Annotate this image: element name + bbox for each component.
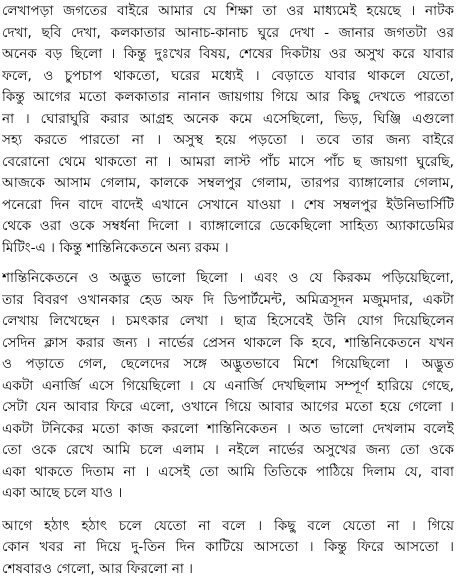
text-line: অনেক বড় ছিলো । কিন্তু দুঃখের বিষয়, শেষের দিকটায় ওর অসুখ করে যাবার <box>2 44 454 66</box>
text-line: সেদিন ক্লাস করার জন্য । নার্ভের প্রেসন থাকলে কি হবে, শান্তিনিকেতনে যখন <box>2 333 454 355</box>
text-line: লেখায় লিখেছেন । চমৎকার লেখা । ছাত্র হিসেবেই উনি যোগ দিয়েছিলেন <box>2 311 454 333</box>
paragraph-spacer <box>2 259 454 268</box>
text-line: একা আছে চলে যাও । <box>2 483 454 505</box>
text-line: একটা এনার্জি এসে গিয়েছিলো । যে এনার্জি দেখছিলাম সম্পূর্ণ হারিয়ে গেছে, <box>2 376 454 398</box>
paragraph-1 <box>2 1 454 259</box>
text-line: ফলে, ও চুপচাপ থাকতো, ঘরের মধ্যেই । বেড়াতে যাবার থাকলে যেতো, <box>2 66 454 88</box>
paragraph-spacer <box>2 505 454 516</box>
text-line: লেখাপড়া জগতের বাইরে আমার যে শিক্ষা তা ওর মাধ্যমেই হয়েছে । নাটক <box>2 1 454 23</box>
text-line: পনেরো দিন বাদে বাদেই এখানে সেখানে যাওয়া । শেষ সম্বলপুর ইউনিভার্সিটি <box>2 195 454 217</box>
text-line: সেটা যেন আবার ফিরে এলো, ওখানে গিয়ে আবার আগের মতো হয়ে গেলো । <box>2 397 454 419</box>
paragraph-3 <box>2 516 454 580</box>
text-line: বেরোনো থেমে থাকতো না । আমরা লাস্ট পাঁচ মাসে পাঁচ ছ জায়গা ঘুরেছি, <box>2 152 454 174</box>
text-line: দেখা, ছবি দেখা, কলকাতার আনাচ-কানাচ ঘুরে দেখা - জানার জগতটা ওর <box>2 23 454 45</box>
text-line: সহ্য করতে পারতো না । অসুস্থ হয়ে পড়তো । তবে তার জন্য বাইরে <box>2 130 454 152</box>
text-line: তার বিবরণ ওখানকার হেড অফ দি ডিপার্টমেন্ট, অমিত্রসূদন মজুমদার, একটা <box>2 290 454 312</box>
text-line: না । ঘোরাঘুরি করার আগ্রহ অনেক কমে এসেছিলো, ভিড়, ঘিঞ্জি এগুলো <box>2 109 454 131</box>
text-line: আজকে আসাম গেলাম, কালকে সম্বলপুর গেলাম, তারপর ব্যাঙ্গালোর গেলাম, <box>2 173 454 195</box>
text-line: মিটিং-এ । কিন্তু শান্তিনিকেতনে অন্য রকম । <box>2 238 454 260</box>
text-line: ও পড়াতে গেল, ছেলেদের সঙ্গে অদ্ভুতভাবে মিশে গিয়েছিলো । অদ্ভুত <box>2 354 454 376</box>
text-line: থেকে ওরা ওকে সম্বর্ধনা দিলো । ব্যাঙ্গালোরে ডেকেছিলো সাহিত্য অ্যাকাডেমির <box>2 216 454 238</box>
text-line: আগে হঠাৎ হঠাৎ চলে যেতো না বলে । কিছু বলে যেতো না । গিয়ে <box>2 516 454 538</box>
text-line: একটা টনিকের মতো কাজ করলো শান্তিনিকেতন । অত ভালো দেখলাম বলেই <box>2 419 454 441</box>
text-line: তো ওকে রেখে আমি চলে এলাম । নইলে নার্ভের অসুখের জন্য তো ওকে <box>2 440 454 462</box>
text-line: একা থাকতে দিতাম না । এসেই তো আমি তিতিকে পাঠিয়ে দিলাম যে, বাবা <box>2 462 454 484</box>
text-line: শান্তিনিকেতনে ও অদ্ভুত ভালো ছিলো । এবং ও যে কিরকম পড়িয়েছিলো, <box>2 268 454 290</box>
paragraph-2 <box>2 268 454 505</box>
text-line: কোন খবর না দিয়ে দু-তিন দিন কাটিয়ে আসতো । কিন্তু ফিরে আসতো । <box>2 537 454 559</box>
text-line: কিন্তু আগের মতো কলকাতার নানান জায়গায় গিয়ে আর কিছু দেখতে পারতো <box>2 87 454 109</box>
text-line: শেষবারও গেলো, আর ফিরলো না । <box>2 559 454 580</box>
document-body <box>2 1 454 580</box>
